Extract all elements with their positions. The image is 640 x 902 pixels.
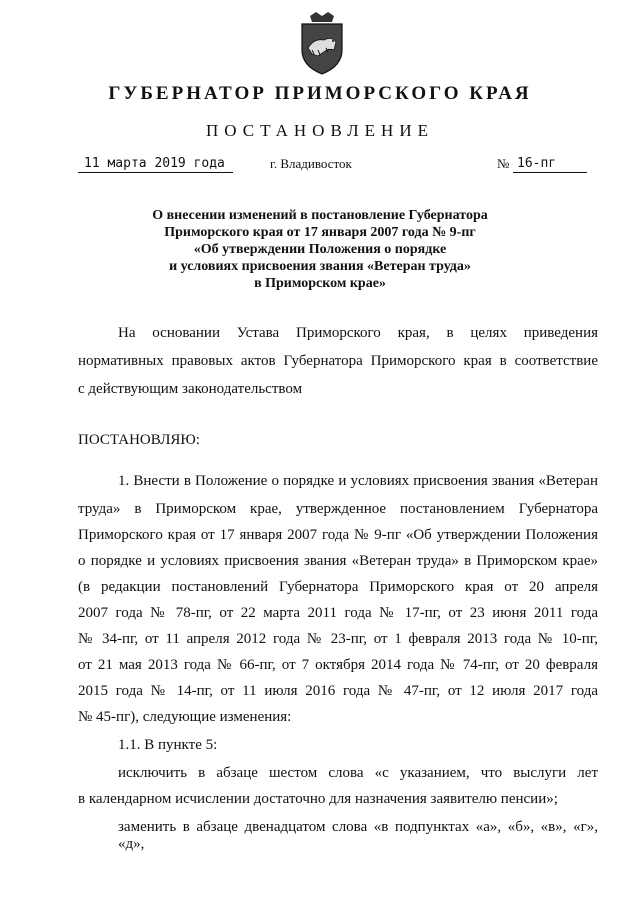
title-line: «Об утверждении Положения о порядке xyxy=(193,242,447,257)
sub-item-heading: 1.1. В пункте 5: xyxy=(118,737,218,753)
item1-line: 2015 года № 14-пг, от 11 июля 2016 года № 47-пг, от 12 июля 2017 года xyxy=(78,683,598,699)
title-line: О внесении изменений в постановление Губернатора xyxy=(152,208,488,223)
item1-line: труда» в Приморском крае, утвержденное постановлением Губернатора xyxy=(78,501,598,517)
decree-title xyxy=(100,207,540,292)
preamble-line: На основании Устава Приморского края, в целях приведения xyxy=(118,325,598,341)
item1-line: 1. Внести в Положение о порядке и условиях присвоения звания «Ветеран xyxy=(118,473,598,489)
title-line: и условиях присвоения звания «Ветеран труда» xyxy=(169,259,471,274)
decree-date: 11 марта 2019 года xyxy=(78,156,233,173)
decree-city: г. Владивосток xyxy=(270,156,352,171)
coat-of-arms-emblem xyxy=(296,10,348,76)
exclude-paragraph-line: в календарном исчислении достаточно для назначения заявителю пенсии»; xyxy=(78,791,558,807)
item1-line: Приморского края от 17 января 2007 года № 9-пг «Об утверждении Положения xyxy=(78,527,598,543)
document-type: ПОСТАНОВЛЕНИЕ xyxy=(205,121,434,140)
preamble-line: нормативных правовых актов Губернатора Приморского края в соответствие xyxy=(78,353,598,369)
decree-number: 16-пг xyxy=(513,156,587,173)
title-line: Приморского края от 17 января 2007 года № 9-пг xyxy=(164,225,476,240)
item1-line: (в редакции постановлений Губернатора Приморского края от 20 апреля xyxy=(78,579,598,595)
item1-line: о порядке и условиях присвоения звания «Ветеран труда» в Приморском крае» xyxy=(78,553,598,569)
item1-line: 2007 года № 78-пг, от 22 марта 2011 года № 17-пг, от 23 июня 2011 года xyxy=(78,605,598,621)
replace-paragraph-line: заменить в абзаце двенадцатом слова «в подпунктах «а», «б», «в», «г», «д», xyxy=(118,819,598,852)
exclude-paragraph-line: исключить в абзаце шестом слова «с указанием, что выслуги лет xyxy=(118,765,598,781)
item1-line: № 34-пг, от 11 апреля 2012 года № 23-пг, от 1 февраля 2013 года № 10-пг, xyxy=(78,631,598,647)
title-line: в Приморском крае» xyxy=(254,276,386,291)
decree-number-label: № xyxy=(497,156,510,171)
item1-line: № 45-пг), следующие изменения: xyxy=(78,709,292,725)
preamble-line: с действующим законодательством xyxy=(78,381,303,397)
item1-line: от 21 мая 2013 года № 66-пг, от 7 октября 2014 года № 74-пг, от 20 февраля xyxy=(78,657,598,673)
issuer-heading: ГУБЕРНАТОР ПРИМОРСКОГО КРАЯ xyxy=(108,83,532,104)
resolve-word: ПОСТАНОВЛЯЮ: xyxy=(78,432,200,448)
